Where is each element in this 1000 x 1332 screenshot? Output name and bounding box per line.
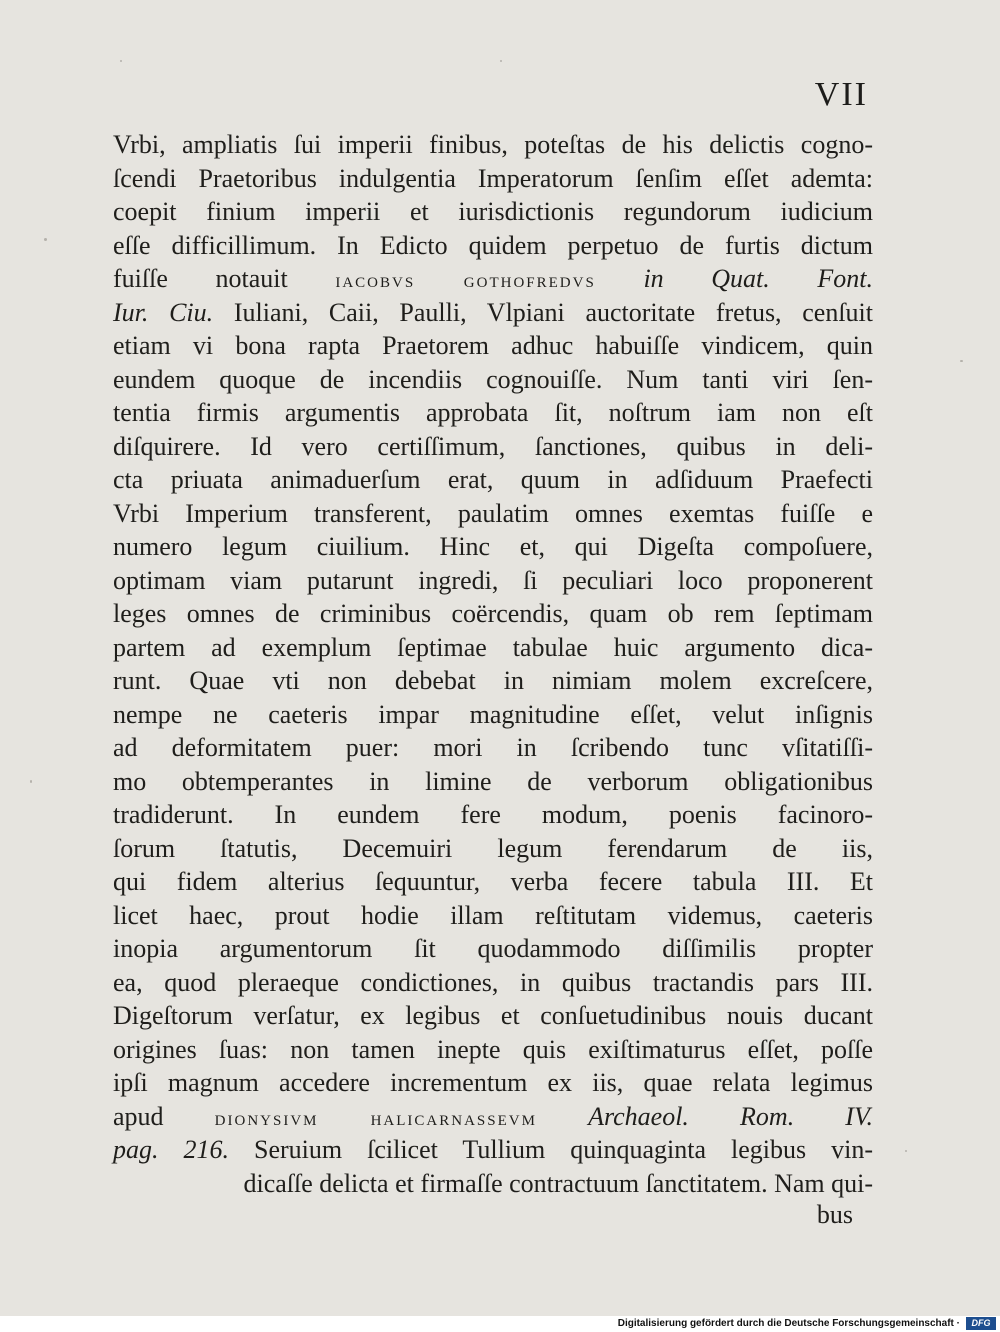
text-line: ad deformitatem puer: mori in ſcribendo tunc vſitatiſſi- [113, 733, 873, 762]
text-line [113, 296, 873, 330]
citation: Iur. Ciu. [113, 297, 214, 327]
citation: Archaeol. Rom. IV. [588, 1101, 873, 1131]
text-segment [537, 1102, 588, 1131]
text-line: partem ad exemplum ſeptimae tabulae huic argumento dica- [113, 632, 873, 662]
body-text [113, 128, 873, 1200]
text-segment: apud [113, 1101, 215, 1131]
text-line: Vrbi Imperium transferent, paulatim omnes exemtas fuiſſe e [113, 498, 873, 528]
scan-speck [905, 1150, 907, 1152]
text-line [113, 262, 873, 296]
text-segment: Seruium ſcilicet Tullium quinquaginta legibus vin- [229, 1135, 874, 1164]
text-line: optimam viam putarunt ingredi, ſi peculiari loco proponerent [113, 565, 873, 595]
text-line: ſorum ſtatutis, Decemuiri legum ferendarum de iis, [113, 833, 873, 863]
dfg-logo: DFG [966, 1317, 996, 1330]
text-line: eſſe difficillimum. In Edicto quidem perpetuo de furtis dictum [113, 230, 873, 260]
text-line: runt. Quae vti non debebat in nimiam molem excreſcere, [113, 666, 873, 695]
text-line [113, 1100, 873, 1134]
text-line: mo obtemperantes in limine de verborum obligationibus [113, 766, 873, 796]
text-line: numero legum ciuilium. Hinc et, qui Digeſta compoſuere, [113, 532, 873, 561]
text-line: coepit finium imperii et iurisdictionis regundorum iudicium [113, 197, 873, 226]
text-line: tentia firmis argumentis approbata ſit, noſtrum iam non eſt [113, 398, 873, 427]
funding-note: Digitalisierung gefördert durch die Deutsche Forschungsgemeinschaft · [617, 1318, 960, 1329]
text-line: Digeſtorum verſatur, ex legibus et conſuetudinibus nouis ducant [113, 1001, 873, 1030]
digitization-footer [0, 1316, 1000, 1332]
text-line: licet haec, prout hodie illam reſtitutam videmus, caeteris [113, 900, 873, 930]
author-name: dionysivm halicarnassevm [214, 1104, 537, 1130]
citation: pag. 216. [113, 1135, 230, 1164]
text-line: ea, quod pleraeque condictiones, in quibus tractandis pars III. [113, 967, 873, 997]
text-line: nempe ne caeteris impar magnitudine eſſet, velut inſignis [113, 699, 873, 729]
text-segment: fuiſſe notauit [113, 264, 336, 293]
citation: in Quat. Font. [643, 264, 874, 293]
text-line: etiam vi bona rapta Praetorem adhuc habuiſſe vindicem, quin [113, 331, 873, 360]
text-line: leges omnes de criminibus coërcendis, quam ob rem ſeptimam [113, 599, 873, 628]
page-number: VII [814, 76, 868, 113]
text-segment: Iuliani, Caii, Paulli, Vlpiani auctoritate fretus, cenſuit [213, 297, 873, 327]
text-line: diſquirere. Id vero certiſſimum, ſanctiones, quibus in deli- [113, 431, 873, 461]
scan-speck [960, 360, 963, 362]
scan-speck [500, 60, 502, 62]
text-line: inopia argumentorum ſit quodammodo diſſimilis propter [113, 934, 873, 963]
text-line: ipſi magnum accedere incrementum ex iis, quae relata legimus [113, 1068, 873, 1097]
catchword: bus [816, 1200, 853, 1229]
text-segment [596, 264, 644, 293]
text-line: origines ſuas: non tamen inepte quis exiſtimaturus eſſet, poſſe [113, 1034, 873, 1064]
text-line: cta priuata animaduerſum erat, quum in adſiduum Praefecti [113, 465, 873, 494]
text-line: dicaſſe delicta et firmaſſe contractuum ſanctitatem. Nam qui- [243, 1168, 873, 1198]
text-line: Vrbi, ampliatis ſui imperii finibus, poteſtas de his delictis cogno- [113, 130, 873, 159]
scan-speck [30, 780, 32, 783]
text-line [113, 1133, 873, 1167]
text-line: ſcendi Praetoribus indulgentia Imperatorum ſenſim eſſet ademta: [113, 163, 873, 193]
scan-speck [120, 60, 122, 62]
author-name: iacobvs gothofredvs [335, 267, 596, 292]
scan-speck [44, 238, 47, 241]
text-line: tradiderunt. In eundem fere modum, poenis facinoro- [113, 800, 873, 829]
text-line: eundem quoque de incendiis cognouiſſe. Num tanti viri ſen- [113, 364, 873, 394]
text-line: qui fidem alterius ſequuntur, verba fecere tabula III. Et [113, 867, 873, 896]
